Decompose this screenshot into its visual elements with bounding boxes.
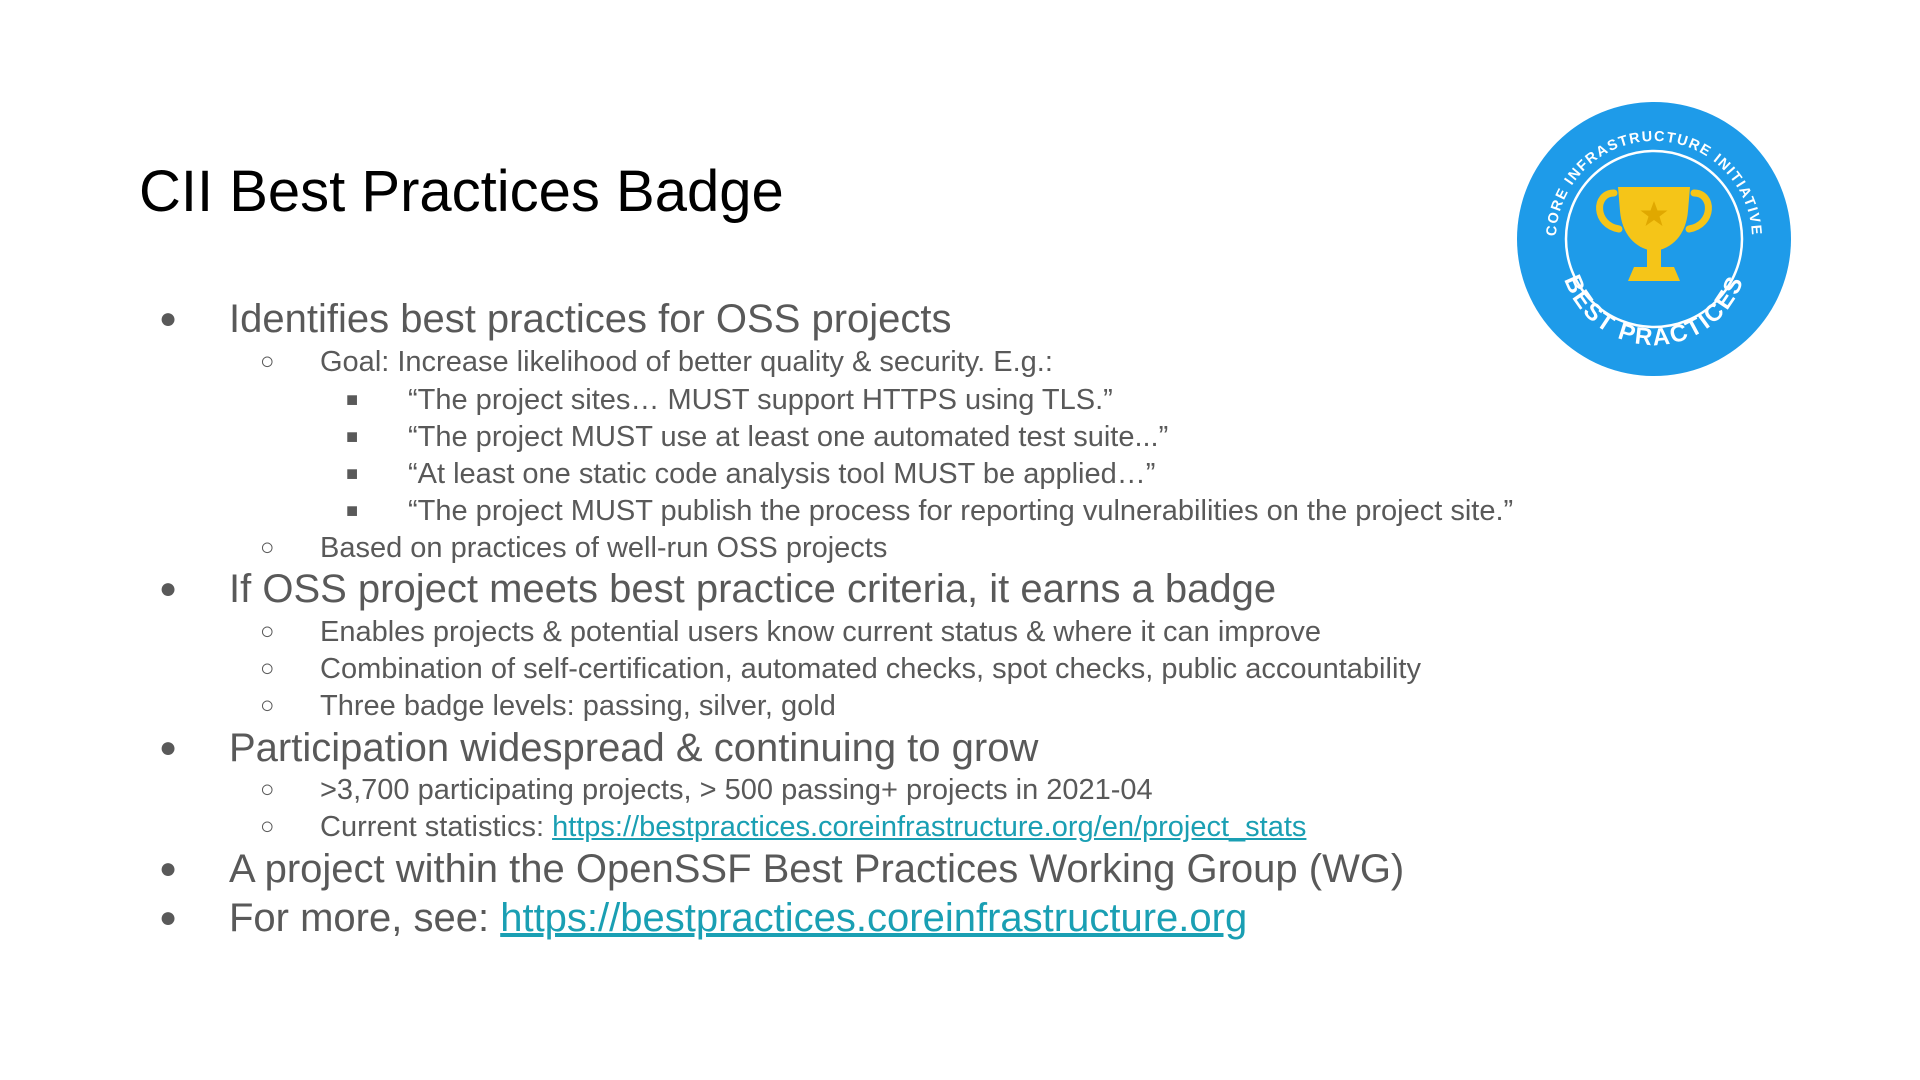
bullet-marker: ● — [159, 572, 178, 605]
bullet-marker: ■ — [346, 426, 359, 448]
bullet-marker: ○ — [260, 813, 275, 840]
bullet-text: “The project MUST publish the process for reporting vulnerabilities on the project site.” — [408, 495, 1514, 527]
list-item — [260, 344, 1053, 380]
bullet-marker: ● — [159, 302, 178, 335]
bullet-text: “The project sites… MUST support HTTPS using TLS.” — [408, 384, 1113, 416]
list-item — [260, 688, 836, 724]
list-item — [346, 456, 1156, 492]
bullet-text: Based on practices of well-run OSS projects — [320, 532, 888, 564]
list-item — [159, 566, 1277, 612]
list-item — [260, 530, 888, 566]
list-item — [260, 809, 1307, 845]
bullet-marker: ○ — [260, 534, 275, 561]
bullet-marker: ● — [159, 901, 178, 934]
bullet-text: For more, see: — [229, 896, 501, 940]
bullet-text: Three badge levels: passing, silver, gold — [320, 690, 836, 722]
bullet-text: “At least one static code analysis tool MUST be applied…” — [408, 458, 1156, 490]
slide-title: CII Best Practices Badge — [139, 159, 784, 224]
list-item — [159, 846, 1405, 892]
bullet-text: “The project MUST use at least one automated test suite...” — [408, 421, 1169, 453]
project-stats-link[interactable]: https://bestpractices.coreinfrastructure.org/en/project_stats — [552, 811, 1307, 843]
badge-label: BEST PRACTICES — [1558, 271, 1750, 352]
bullet-text: Combination of self-certification, automated checks, spot checks, public accountability — [320, 653, 1421, 685]
list-item — [260, 651, 1421, 687]
bullet-marker: ● — [159, 852, 178, 885]
bullet-marker: ○ — [260, 618, 275, 645]
bullet-marker: ○ — [260, 692, 275, 719]
bullet-text: Enables projects & potential users know current status & where it can improve — [320, 616, 1321, 648]
bullet-text: Participation widespread & continuing to grow — [229, 726, 1039, 770]
badge-arc-text: CORE INFRASTRUCTURE INITIATIVE — [1543, 128, 1765, 237]
list-item — [346, 419, 1169, 455]
bullet-text: Current statistics: — [320, 811, 553, 843]
list-item — [159, 296, 952, 342]
bullet-text: Identifies best practices for OSS projects — [229, 297, 952, 341]
bullet-marker: ■ — [346, 463, 359, 485]
bullet-text: >3,700 participating projects, > 500 passing+ projects in 2021-04 — [320, 774, 1153, 806]
bullet-marker: ○ — [260, 776, 275, 803]
bullet-marker: ○ — [260, 348, 275, 375]
list-item — [159, 725, 1039, 771]
bullet-text: A project within the OpenSSF Best Practices Working Group (WG) — [229, 847, 1405, 891]
bullet-marker: ■ — [346, 500, 359, 522]
bullet-text: If OSS project meets best practice criteria, it earns a badge — [229, 567, 1277, 611]
bullet-marker: ○ — [260, 655, 275, 682]
bestpractices-link[interactable]: https://bestpractices.coreinfrastructure.org — [500, 896, 1248, 940]
best-practices-badge — [1516, 101, 1792, 377]
bullet-marker: ● — [159, 731, 178, 764]
list-item — [260, 614, 1321, 650]
bullet-text: Goal: Increase likelihood of better quality & security. E.g.: — [320, 346, 1053, 378]
list-item — [260, 772, 1153, 808]
list-item — [159, 895, 1248, 941]
list-item — [346, 382, 1113, 418]
bullet-marker: ■ — [346, 389, 359, 411]
list-item — [346, 493, 1514, 529]
